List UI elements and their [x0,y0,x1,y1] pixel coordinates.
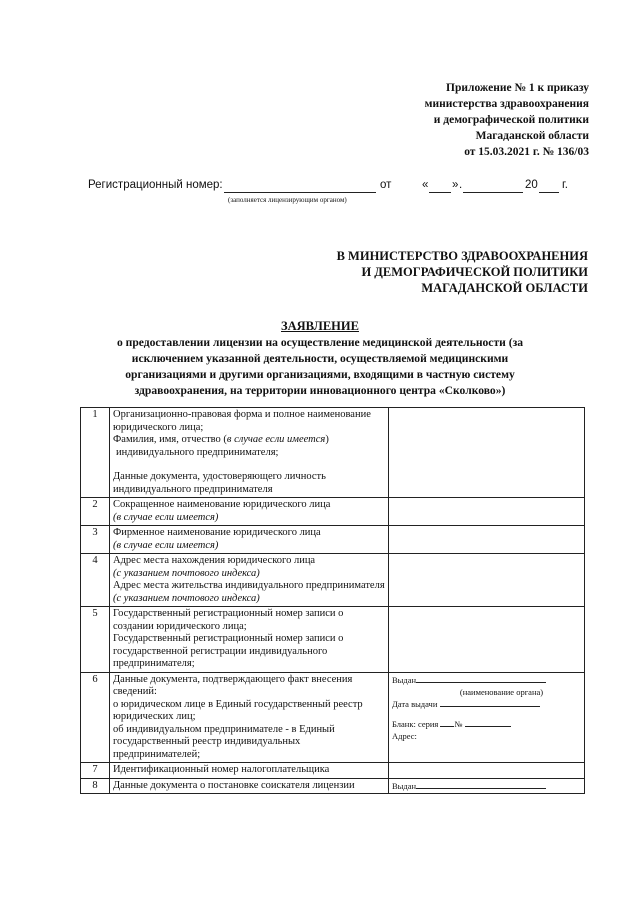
row-label [110,778,389,794]
row-number: 8 [81,778,110,794]
date-quote-close: » [452,179,459,191]
row-label [110,526,389,554]
table-row [81,778,585,794]
date-quote-open: « [422,179,429,191]
row-text: Фирменное наименование юридического лица [113,527,321,538]
issued-field[interactable] [416,780,546,789]
application-table [80,407,585,794]
registration-year-suffix: г. [562,179,568,191]
row-text: индивидуального предпринимателя; [116,446,279,458]
ministry-line: В МИНИСТЕРСТВО ЗДРАВООХРАНЕНИЯ [336,249,588,263]
row-text: Адрес места жительства индивидуального предпринимателя [113,580,385,591]
issued-label: Выдан [392,674,417,685]
table-row [81,763,585,779]
row-value-cell[interactable] [389,408,585,498]
row-number: 3 [81,526,110,554]
row-value-cell[interactable] [389,554,585,607]
issued-field[interactable] [416,674,546,683]
row-text-italic: (в случае если имеется) [113,511,219,523]
issued-line [392,674,581,686]
ministry-addressee [268,248,588,296]
authority-note: (наименование органа) [459,686,544,697]
registration-day-field[interactable] [429,192,451,193]
row-text: Сокращенное наименование юридического лица [113,499,331,510]
appendix-line: от 15.03.2021 г. № 136/03 [464,146,589,158]
registration-note: (заполняется лицензирующим органом) [228,196,347,204]
issued-line [392,780,581,792]
issue-date-line [392,698,581,710]
row-text [113,434,385,447]
ministry-line: И ДЕМОГРАФИЧЕСКОЙ ПОЛИТИКИ [361,265,588,279]
table-row [81,526,585,554]
row-text: Данные документа, удостоверяющего личность индивидуального предпринимателя [113,471,326,495]
blank-number-field[interactable] [465,718,511,727]
date-dot: . [459,179,463,191]
row-label [110,763,389,779]
blank-series-field[interactable] [440,718,454,727]
issue-date-field[interactable] [440,698,540,707]
row-label [110,607,389,673]
row-text: Идентификационный номер налогоплательщика [113,764,330,775]
row-number: 7 [81,763,110,779]
row-number: 1 [81,408,110,498]
document-subtitle: о предоставлении лицензии на осуществление медицинской деятельности (за исключением указанной деятельности, осуществляемой медицинскими организациями и другими организациями, входящими в частную систему здравоохранения, на территории инновационного центра «Сколково») [116,336,524,397]
row-text-part: Фамилия, имя, отчество ( [113,434,227,445]
row-text: Адрес места нахождения юридического лица [113,555,316,566]
registration-number-field[interactable] [224,192,376,193]
row-value-cell[interactable] [389,778,585,794]
issued-label: Выдан [392,780,417,791]
row-text: Государственный регистрационный номер записи о создании юридического лица; [113,608,344,632]
registration-year-field[interactable] [539,192,559,193]
table-row [81,554,585,607]
issue-date-label: Дата выдачи [392,698,438,709]
blank-series-label: Бланк: серия [392,718,439,729]
row-text-part: ) [325,434,329,445]
blank-line [392,718,581,730]
appendix-line: и демографической политики [433,114,589,126]
row-number: 4 [81,554,110,607]
registration-label: Регистрационный номер: [88,179,223,191]
row-text: Данные документа, подтверждающего факт внесения сведений: [113,673,353,697]
appendix-header [329,80,589,160]
row-text: Данные документа о постановке соискателя лицензии [113,779,355,791]
registration-month-field[interactable] [463,192,523,193]
row-label [110,672,389,763]
row-value-cell[interactable] [389,526,585,554]
row-number: 5 [81,607,110,673]
document-title: ЗАЯВЛЕНИЕ [281,319,359,333]
table-row [81,607,585,673]
row-label [110,408,389,498]
registration-line [88,179,588,209]
row-value-cell[interactable] [389,498,585,526]
row-label [110,498,389,526]
table-row [81,498,585,526]
appendix-line: Магаданской области [475,130,589,142]
row-text-italic: (в случае если имеется) [113,539,219,551]
row-number: 2 [81,498,110,526]
row-text-italic: в случае если имеется [226,434,326,445]
table-row [81,672,585,763]
registration-year-prefix: 20 [525,179,538,191]
row-number: 6 [81,672,110,763]
row-text: Государственный регистрационный номер записи о государственной регистрации индивидуального предпринимателя; [113,633,344,669]
appendix-line: министерства здравоохранения [424,98,589,110]
row-label [110,554,389,607]
table-row [81,408,585,498]
row-value-cell[interactable] [389,763,585,779]
row-text-italic: (с указанием почтового индекса) [113,592,260,604]
row-text-italic: (с указанием почтового индекса) [113,567,260,579]
row-text: об индивидуальном предпринимателе - в Единый государственный реестр индивидуальных предпринимателей; [113,723,335,760]
appendix-line: Приложение № 1 к приказу [446,82,589,94]
ministry-line: МАГАДАНСКОЙ ОБЛАСТИ [421,281,588,295]
row-text: Организационно-правовая форма и полное наименование юридического лица; [113,409,371,433]
row-value-cell[interactable] [389,672,585,763]
registration-ot: от [380,179,392,191]
address-label: Адрес: [392,730,417,741]
blank-number-label: № [454,718,463,729]
row-value-cell[interactable] [389,607,585,673]
row-text: о юридическом лице в Единый государственный реестр юридических лиц; [113,698,363,722]
